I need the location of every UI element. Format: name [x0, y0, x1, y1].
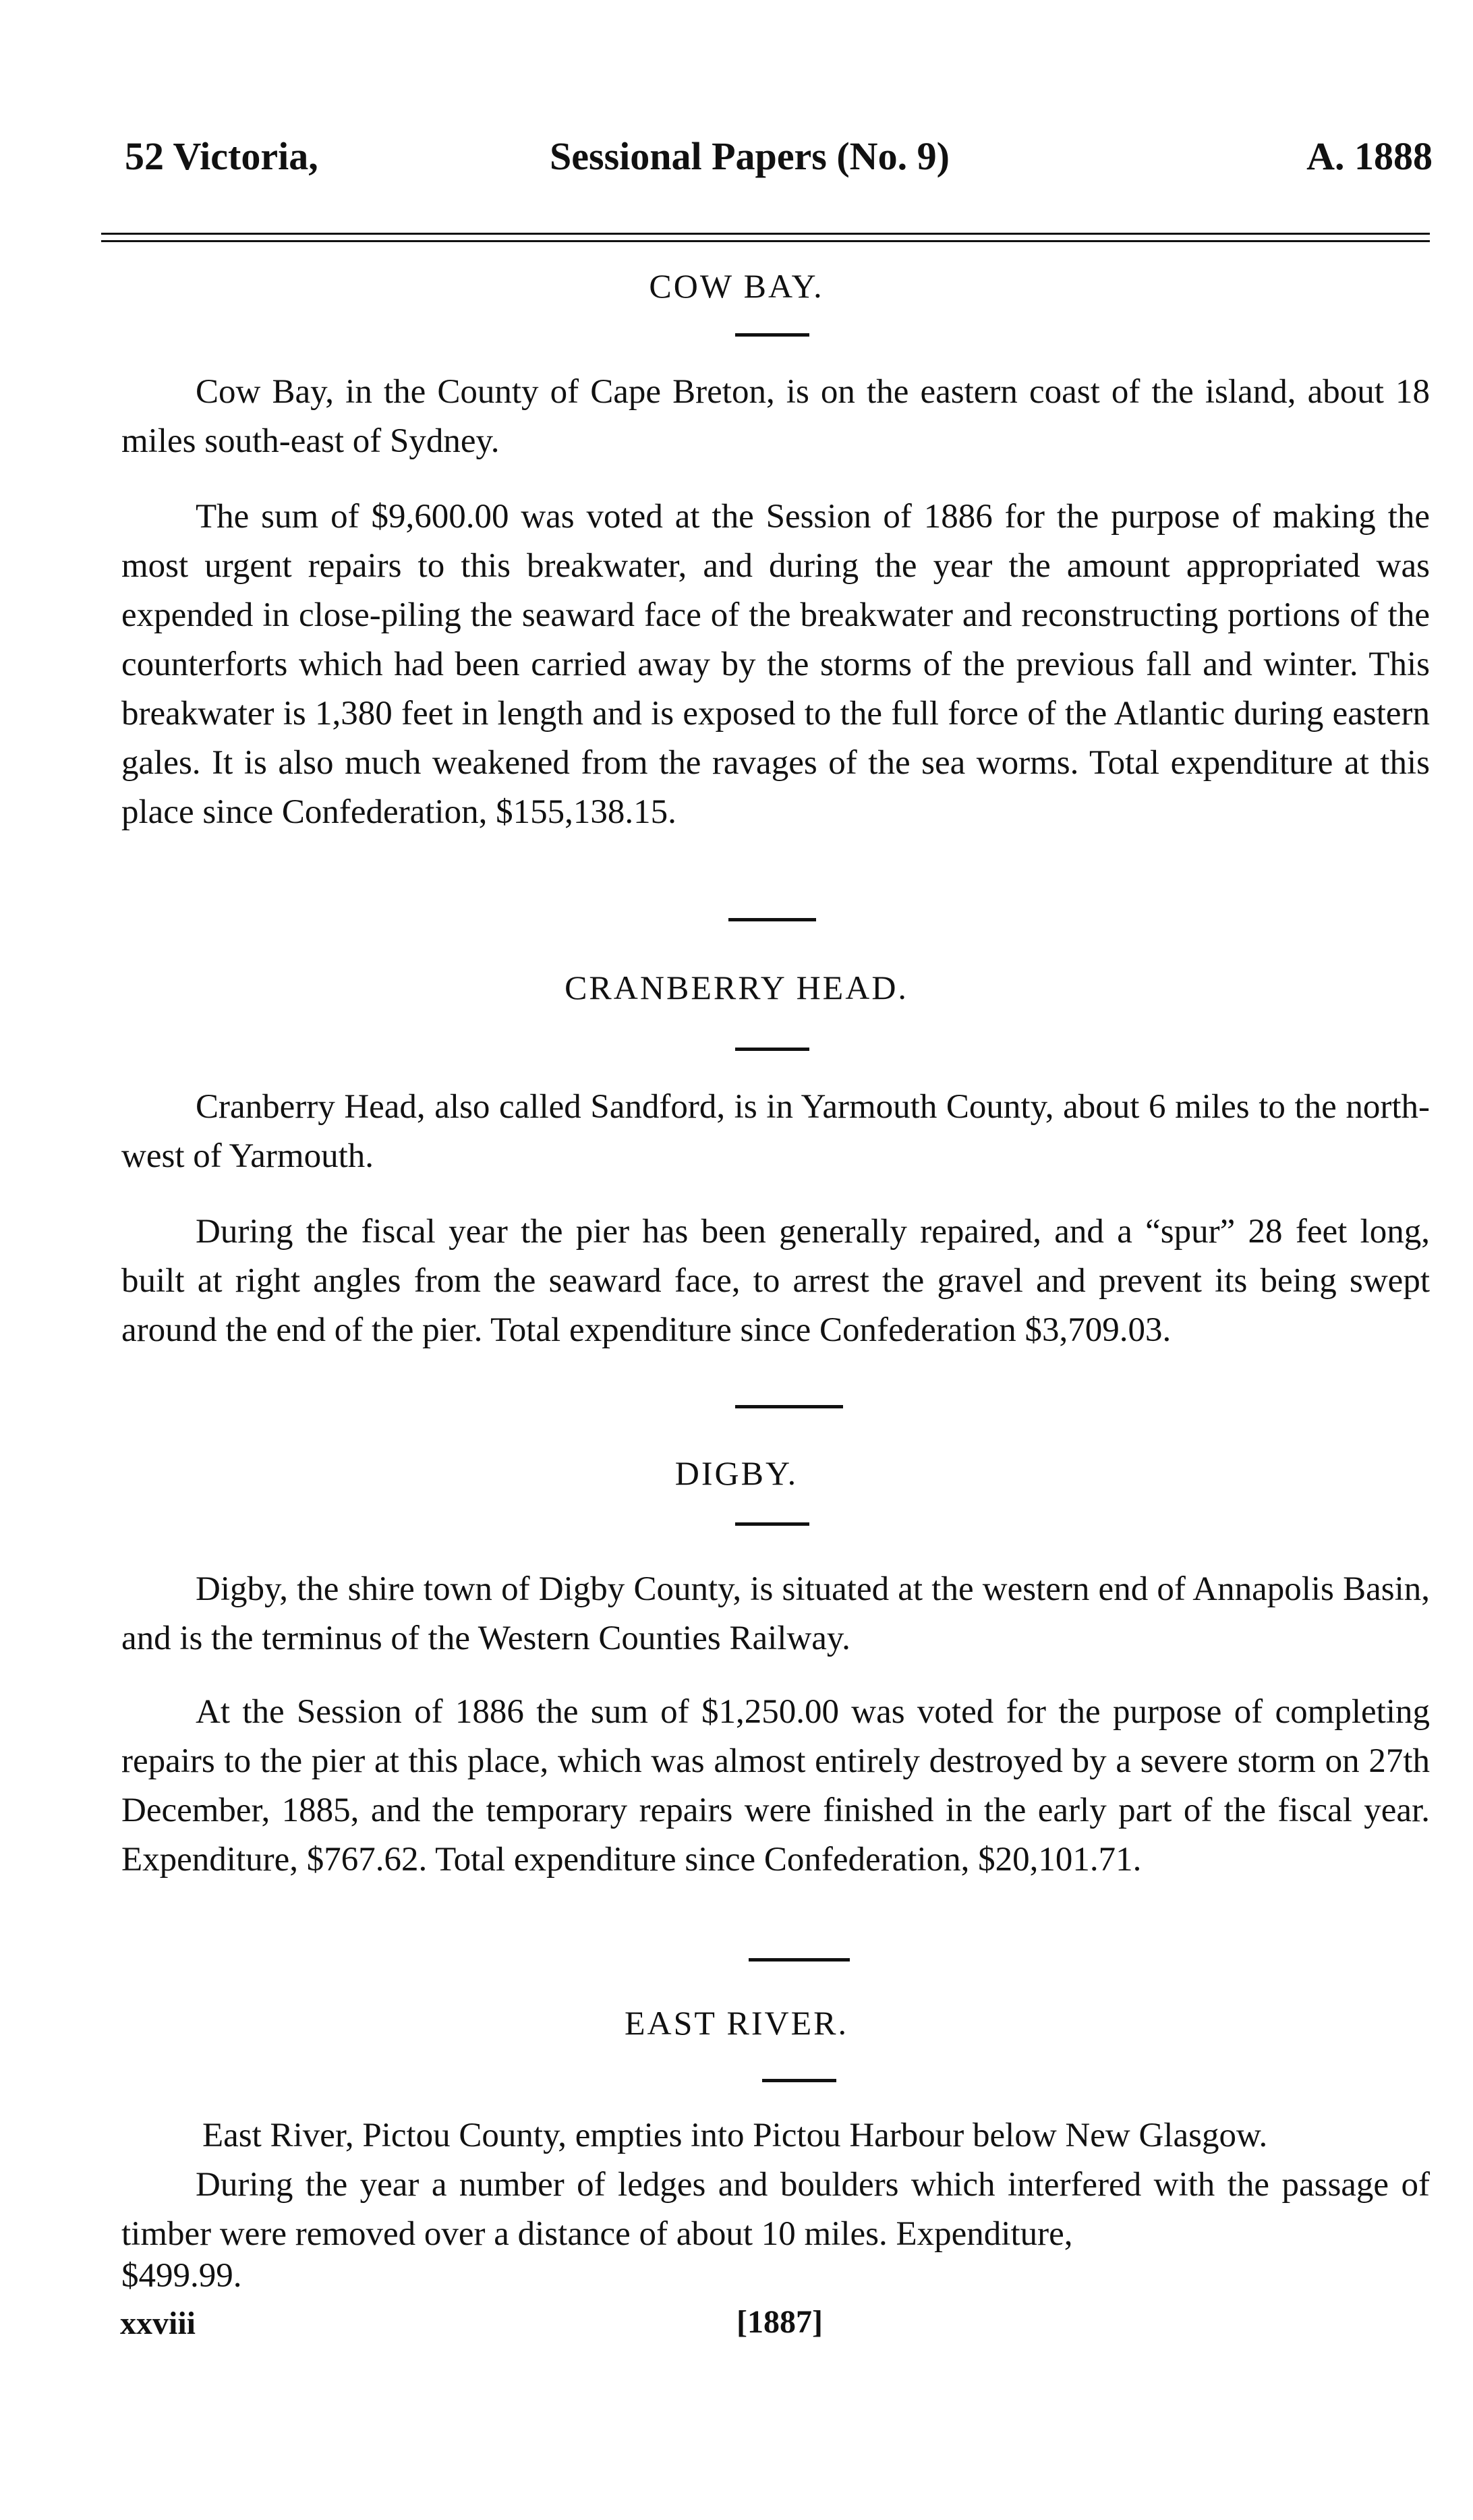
- section-heading-cow-bay: COW BAY.: [649, 267, 824, 305]
- paragraph: Digby, the shire town of Digby County, is situated at the western end of Annapolis Basin, and is the terminus of the Western Counties Railway.: [121, 1570, 1430, 1657]
- running-head: [125, 134, 1433, 181]
- section-rule: [735, 1522, 809, 1526]
- section-rule: [735, 1048, 809, 1051]
- paragraph: Cranberry Head, also called Sandford, is in Yarmouth County, about 6 miles to the north-west of Yarmouth.: [121, 1088, 1430, 1175]
- paragraph: The sum of $9,600.00 was voted at the Session of 1886 for the purpose of making the most urgent repairs to this breakwater, and during the year the amount appropriated was expended in close-piling the seaward face of the breakwater and reconstructing portions of the counterforts which had been carried away by the storms of the previous fall and winter. This breakwater is 1,380 feet in length and is exposed to the full force of the Atlantic during eastern gales. It is also much weakened from the ravages of the sea worms. Total expenditure at this place since Confederation, $155,138.15.: [121, 498, 1430, 831]
- running-head-center: Sessional Papers (No. 9): [550, 134, 950, 178]
- running-head-left: 52 Victoria,: [125, 134, 318, 178]
- paragraph: During the year a number of ledges and boulders which interfered with the passage of timber were removed over a distance of about 10 miles. Expenditure,: [121, 2166, 1430, 2253]
- section-separator-rule: [749, 1958, 850, 1961]
- year-bracket: [1887]: [736, 2304, 823, 2340]
- running-head-right: A. 1888: [1306, 134, 1433, 178]
- section-separator-rule: [735, 1405, 843, 1408]
- page-number-roman: xxviii: [120, 2306, 196, 2341]
- paragraph: East River, Pictou County, empties into Pictou Harbour below New Glasgow.: [202, 2117, 1268, 2154]
- paragraph: At the Session of 1886 the sum of $1,250.00 was voted for the purpose of completing repairs to the pier at this place, which was almost entirely destroyed by a severe storm on 27th December, 1885, and the temporary repairs were finished in the early part of the fiscal year. Expenditure, $767.62. Total expenditure since Confederation, $20,101.71.: [121, 1693, 1430, 1879]
- header-double-rule: [101, 233, 1430, 242]
- paragraph: Cow Bay, in the County of Cape Breton, is on the eastern coast of the island, about 18 miles south-east of Sydney.: [121, 373, 1430, 460]
- trailing-amount: $499.99.: [121, 2257, 242, 2295]
- section-separator-rule: [728, 918, 816, 921]
- section-heading-digby: DIGBY.: [674, 1454, 799, 1492]
- section-rule: [762, 2079, 836, 2082]
- section-rule: [735, 333, 809, 337]
- section-heading-cranberry-head: CRANBERRY HEAD.: [565, 969, 908, 1006]
- paragraph: During the fiscal year the pier has been generally repaired, and a “spur” 28 feet long, built at right angles from the seaward face, to arrest the gravel and prevent its being swept around the end of the pier. Total expenditure since Confederation $3,709.03.: [121, 1213, 1430, 1349]
- section-heading-east-river: EAST RIVER.: [624, 2004, 849, 2042]
